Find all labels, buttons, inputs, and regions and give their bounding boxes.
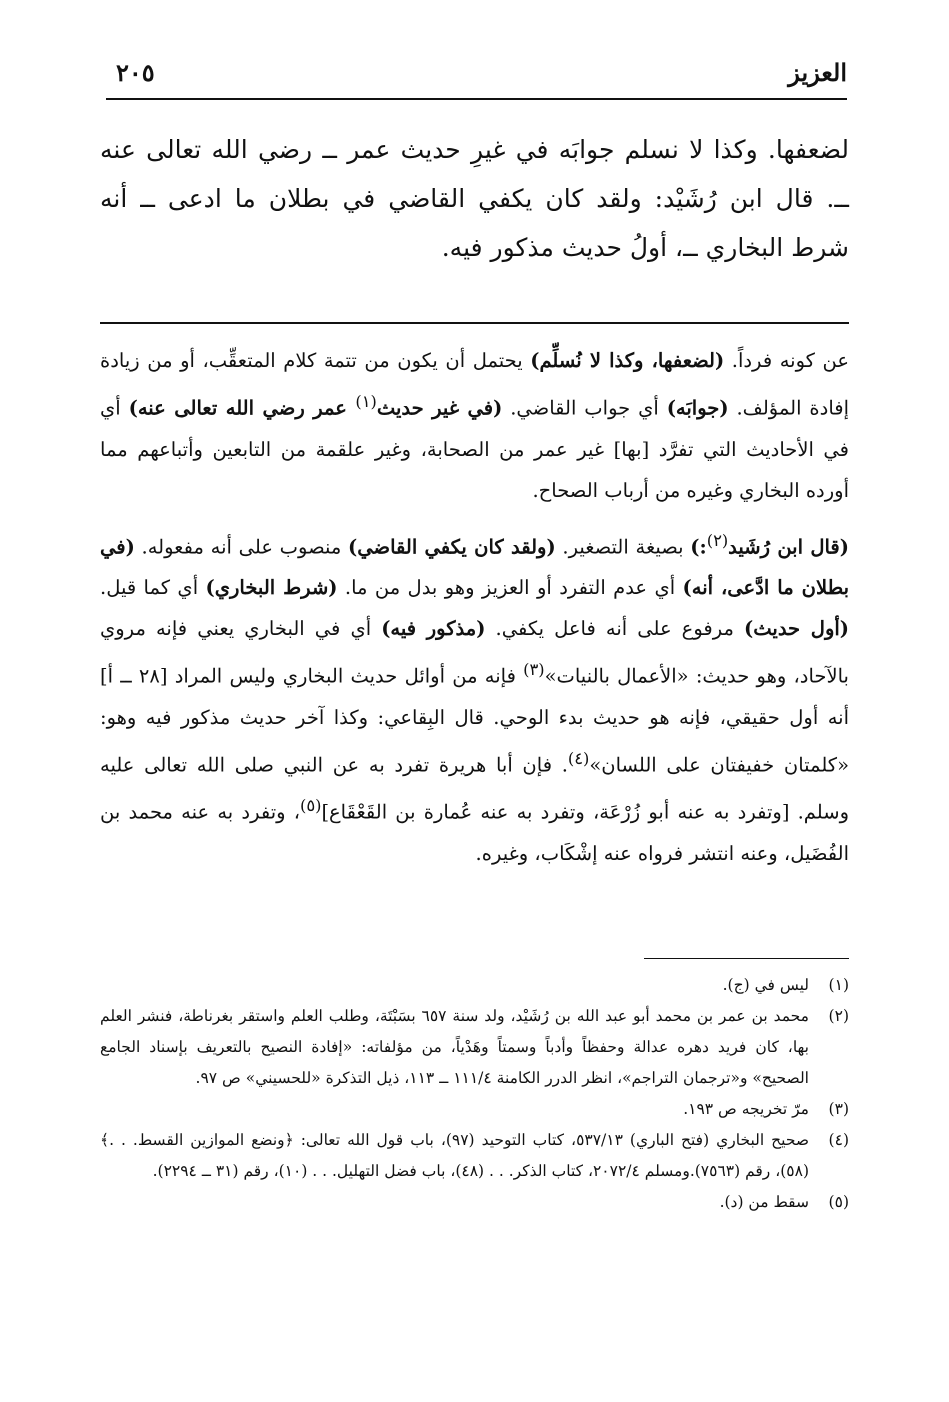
footnote — [100, 1094, 849, 1125]
footnote-number: (٥) — [828, 1193, 849, 1211]
commentary-text: أي في الأحاديث التي تفرَّد [بها] غير عمر من الصحابة، وغير علقمة من التابعين وأتباعهم مما أورده البخاري وغيره من أرباب الصحاح. — [100, 396, 849, 502]
footnote-ref: (٣) — [523, 660, 545, 679]
commentary-text: مرفوع على أنه فاعل يكفي. — [485, 617, 745, 640]
quoted-phrase: :) — [690, 535, 707, 558]
footnote-ref: (١) — [355, 392, 377, 411]
page-header — [106, 58, 847, 100]
quoted-phrase: (شرط البخاري) — [205, 576, 338, 599]
footnote-ref: (٥) — [300, 796, 322, 815]
footnote-text: سقط من (د). — [719, 1193, 809, 1211]
commentary-paragraph-2 — [100, 520, 849, 874]
footnote-ref: (٤) — [567, 748, 590, 768]
footnote-text: ليس في (ج). — [722, 976, 809, 994]
footnote — [100, 1187, 849, 1218]
quoted-phrase: (في بطلان ما ادَّعى، أنه) — [100, 535, 849, 599]
quoted-phrase: (جوابَه) — [666, 396, 729, 420]
quoted-phrase: (أول حديث) — [744, 617, 850, 640]
quoted-phrase: (في غير حديث — [376, 396, 503, 420]
page-number: ٢٠٥ — [116, 58, 155, 87]
footnote-text: مرّ تخريجه ص ١٩٣. — [683, 1100, 809, 1118]
commentary-text: يحتمل أن يكون من تتمة كلام المتعقِّب، أو من زيادة إفادة المؤلف. — [100, 349, 849, 420]
footnote-text: محمد بن عمر بن محمد أبو عبد الله بن رُشَيْد، ولد سنة ٦٥٧ بسَبْتَة، وطلب العلم واستقر بغرناطة، فنشر العلم بها، كان فريد دهره عدالة وحفظاً وأدباً وسمتاً وهَدْياً، من مؤلفاته: «إفادة النصيح بالتعريف بإسناد الجامع الصحيح» و«ترجمان التراجم»، انظر الدرر الكامنة ١١١/٤ ــ ١١٣، ذيل التذكرة «للحسيني» ص ٩٧. — [100, 1007, 809, 1087]
quoted-phrase: عمر رضي الله تعالى عنه) — [128, 396, 356, 420]
commentary-text: أي جواب القاضي. — [502, 396, 667, 420]
footnote-number: (٣) — [828, 1100, 849, 1118]
footnote — [100, 1001, 849, 1094]
commentary-text: . فإن أبا هريرة تفرد به عن النبي صلى الله تعالى عليه وسلم. [وتفرد به عنه أبو زُرْعَة، وتفرد به عنه عُمارة بن القَعْقَاع] — [100, 753, 849, 824]
quoted-phrase: (ولقد كان يكفي القاضي) — [348, 535, 556, 558]
commentary-text: أي كما قيل. — [100, 576, 206, 599]
quoted-phrase: (قال ابن رُشَيد — [728, 535, 849, 558]
commentary — [100, 340, 849, 874]
footnote-number: (٢) — [828, 1007, 849, 1025]
running-title: العزيز — [788, 58, 847, 87]
main-text-paragraph: لضعفها. وكذا لا نسلم جوابَه في غيرِ حديث عمر ــ رضي الله تعالى عنه ــ. قال ابن رُشَيْد: ولقد كان يكفي القاضي في بطلان ما ادعى ــ أنه شرط البخاري ــ، أولُ حديث مذكور فيه. — [100, 135, 849, 262]
commentary-text: ، وتفرد به عنه محمد بن الفُضَيل، وعنه انتشر فرواه عنه إشْكَاب، وغيره. — [100, 800, 849, 865]
commentary-text: بصيغة التصغير. — [555, 535, 691, 558]
commentary-text: منصوب على أنه مفعوله. — [134, 535, 349, 558]
footnote-text: صحيح البخاري (فتح الباري) ٥٣٧/١٣، كتاب التوحيد (٩٧)، باب قول الله تعالى: ﴿ونضع الموازين القسط. . .﴾ (٥٨)، رقم (٧٥٦٣).ومسلم ٢٠٧٢/٤، كتاب الذكر. . . (٤٨)، باب فضل التهليل. . . (١٠)، رقم (٣١ ــ ٢٢٩٤). — [100, 1131, 810, 1180]
commentary-text: أي عدم التفرد أو العزيز وهو بدل من ما. — [337, 576, 683, 599]
footnote — [100, 1125, 849, 1187]
quoted-phrase: (مذكور فيه) — [381, 617, 486, 640]
commentary-text: عن كونه فرداً. — [724, 349, 849, 372]
footnote-number: (٤) — [828, 1131, 849, 1149]
quoted-phrase: (لضعفها، وكذا لا نُسلِّم) — [530, 349, 725, 372]
footnotes — [100, 970, 849, 1218]
footnote-number: (١) — [828, 976, 849, 994]
footnote — [100, 970, 849, 1001]
commentary-paragraph-1 — [100, 340, 849, 511]
commentary-text: فإنه من أوائل حديث البخاري وليس المراد [٢٨ ــ أ] أنه أول حقيقي، فإنه هو حديث بدء الوحي. قال البِقاعي: وكذا آخر حديث مذكور فيه وهو: «كلمتان خفيفتان على اللسان» — [100, 664, 849, 776]
main-text-divider — [100, 322, 849, 324]
footnote-ref: (٢) — [706, 530, 729, 550]
footnote-divider — [644, 958, 849, 959]
commentary-text: أي في البخاري يعني فإنه مروي بالآحاد، وهو حديث: «الأعمال بالنيات» — [100, 617, 849, 688]
main-text — [100, 125, 849, 272]
